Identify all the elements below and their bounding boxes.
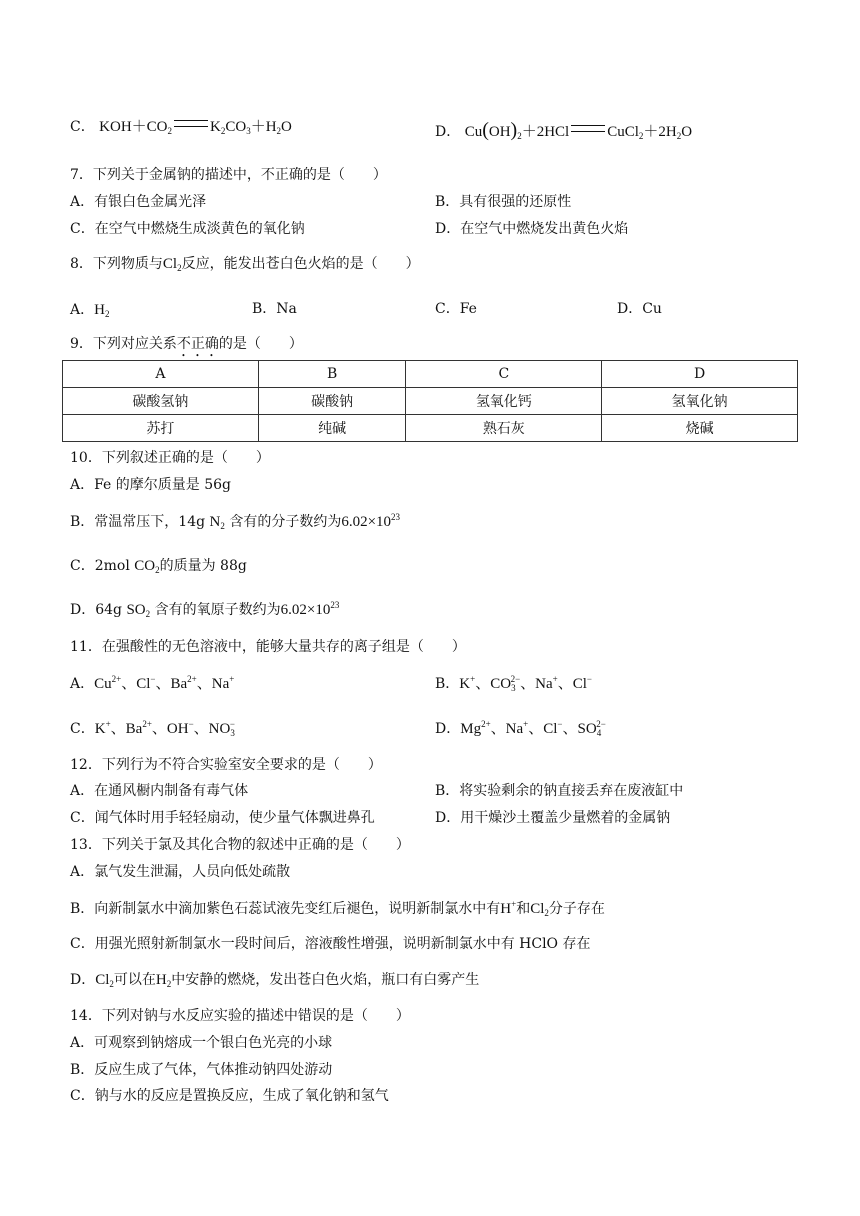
h-ion-formula: H+ bbox=[500, 899, 517, 917]
table-header: C bbox=[406, 361, 602, 388]
q11-option-b[interactable]: B．K+、$CO_3^{2-}$、Na+、Cl− bbox=[435, 674, 592, 693]
q11-option-c[interactable]: C．K+、$Ba^{2+}$、OH−、$NO_3^-$ bbox=[70, 719, 235, 738]
table-cell: 纯碱 bbox=[258, 415, 406, 442]
q12-option-d[interactable]: D．用干燥沙土覆盖少量燃着的金属钠 bbox=[435, 810, 671, 826]
q13-option-d[interactable]: D．$Cl_2$可以在$H_2$中安静的燃烧，发出苍白色火焰，瓶口有白雾产生 bbox=[70, 972, 480, 989]
table-row bbox=[63, 415, 798, 442]
q11-option-a[interactable]: A．$Cu^{2+}$、Cl−、$Ba^{2+}$、Na+ bbox=[70, 674, 235, 692]
q8-option-d[interactable]: D．Cu bbox=[617, 301, 662, 317]
q13-option-a[interactable]: A．氯气发生泄漏，人员向低处疏散 bbox=[70, 864, 291, 880]
q6-c-formula: $KOH+CO_2$ $K_2CO_3+H_2O$ bbox=[99, 119, 292, 136]
n2-formula: $N_2$ bbox=[209, 514, 225, 531]
q7-option-d[interactable]: D．在空气中燃烧发出黄色火焰 bbox=[435, 221, 629, 237]
table-cell: 氢氧化钙 bbox=[406, 388, 602, 415]
q10-option-b[interactable]: B．常温常压下，14g $N_2$ 含有的分子数约为$6.02\times 10^{23}$ bbox=[70, 512, 401, 531]
q13-option-b[interactable]: B．向新制氯水中滴加紫色石蕊试液先变红后褪色，说明新制氯水中有H+和$Cl_2$分子存在 bbox=[70, 899, 605, 918]
table-row bbox=[63, 388, 798, 415]
avogadro-number: $6.02\times 10^{23}$ bbox=[341, 512, 401, 530]
table-cell: 苏打 bbox=[63, 415, 259, 442]
q11-stem: 11．在强酸性的无色溶液中，能够大量共存的离子组是（ ） bbox=[70, 639, 466, 655]
q6-d-formula: $Cu(OH)_2+2HCl$ $CuCl_2+2H_2O$ bbox=[464, 119, 693, 141]
cl2-formula: $Cl_2$ bbox=[530, 901, 549, 918]
cl2-formula: $Cl_2$ bbox=[162, 256, 182, 273]
q12-stem: 12．下列行为不符合实验室安全要求的是（ ） bbox=[70, 757, 382, 773]
table-cell: 碳酸氢钠 bbox=[63, 388, 259, 415]
table-cell: 氢氧化钠 bbox=[602, 388, 798, 415]
table-header: D bbox=[602, 361, 798, 388]
q9-stem: 9．下列对应关系不正确的是（ ） bbox=[70, 336, 303, 352]
q14-stem: 14．下列对钠与水反应实验的描述中错误的是（ ） bbox=[70, 1008, 410, 1024]
q11-option-d[interactable]: D．$Mg^{2+}$、Na+、Cl−、$SO_4^{2-}$ bbox=[435, 719, 606, 738]
q7-option-c[interactable]: C．在空气中燃烧生成淡黄色的氧化钠 bbox=[70, 221, 305, 237]
q7-option-a[interactable]: A．有银白色金属光泽 bbox=[70, 194, 207, 210]
q14-option-c[interactable]: C．钠与水的反应是置换反应，生成了氧化钠和氢气 bbox=[70, 1088, 389, 1104]
table-cell: 熟石灰 bbox=[406, 415, 602, 442]
q8-option-a[interactable]: A．$H_2$ bbox=[70, 302, 110, 319]
table-header: A bbox=[63, 361, 259, 388]
ion-list: K+、$CO_3^{2-}$、Na+、Cl− bbox=[459, 674, 592, 693]
h2-formula: $H_2$ bbox=[94, 302, 110, 319]
q14-option-b[interactable]: B．反应生成了气体，气体推动钠四处游动 bbox=[70, 1062, 333, 1078]
q7-option-b[interactable]: B．具有很强的还原性 bbox=[435, 194, 572, 210]
q9-table bbox=[62, 360, 798, 442]
co2-formula: $CO_2$ bbox=[134, 558, 160, 575]
h2-formula: $H_2$ bbox=[155, 972, 172, 989]
q14-option-a[interactable]: A．可观察到钠熔成一个银白色光亮的小球 bbox=[70, 1035, 333, 1051]
q12-option-c[interactable]: C．闻气体时用手轻轻扇动，使少量气体飘进鼻孔 bbox=[70, 810, 375, 826]
table-cell: 烧碱 bbox=[602, 415, 798, 442]
q7-stem: 7．下列关于金属钠的描述中，不正确的是（ ） bbox=[70, 167, 387, 183]
q8-option-b[interactable]: B．Na bbox=[252, 301, 297, 317]
avogadro-number: $6.02\times 10^{23}$ bbox=[280, 600, 340, 618]
ion-list: $Mg^{2+}$、Na+、Cl−、$SO_4^{2-}$ bbox=[460, 719, 606, 738]
q12-option-a[interactable]: A．在通风橱内制备有毒气体 bbox=[70, 783, 249, 799]
ion-list: K+、$Ba^{2+}$、OH−、$NO_3^-$ bbox=[94, 719, 235, 738]
cl2-formula: $Cl_2$ bbox=[95, 972, 114, 989]
q10-stem: 10．下列叙述正确的是（ ） bbox=[70, 450, 270, 466]
table-header-row bbox=[63, 361, 798, 388]
q12-option-b[interactable]: B．将实验剩余的钠直接丢弃在废液缸中 bbox=[435, 783, 684, 799]
q10-option-c[interactable]: C．2mol $CO_2$的质量为 88g bbox=[70, 558, 247, 575]
q8-option-c[interactable]: C．Fe bbox=[435, 301, 477, 317]
table-header: B bbox=[258, 361, 406, 388]
q8-stem: 8．下列物质与$Cl_2$反应，能发出苍白色火焰的是（ ） bbox=[70, 256, 420, 273]
q10-option-a[interactable]: A．Fe 的摩尔质量是 56g bbox=[70, 477, 232, 493]
q6-option-d[interactable]: D． $Cu(OH)_2+2HCl$ $CuCl_2+2H_2O$ bbox=[435, 119, 693, 141]
q6-option-c[interactable]: C． $KOH+CO_2$ $K_2CO_3+H_2O$ bbox=[70, 119, 292, 136]
q13-stem: 13．下列关于氯及其化合物的叙述中正确的是（ ） bbox=[70, 837, 410, 853]
so2-formula: $SO_2$ bbox=[126, 602, 151, 619]
ion-list: $Cu^{2+}$、Cl−、$Ba^{2+}$、Na+ bbox=[94, 674, 235, 692]
table-cell: 碳酸钠 bbox=[258, 388, 406, 415]
q10-option-d[interactable]: D．64g $SO_2$ 含有的氧原子数约为$6.02\times 10^{23}$ bbox=[70, 600, 340, 619]
q13-option-c[interactable]: C．用强光照射新制氯水一段时间后，溶液酸性增强，说明新制氯水中有 HClO 存在 bbox=[70, 936, 591, 952]
